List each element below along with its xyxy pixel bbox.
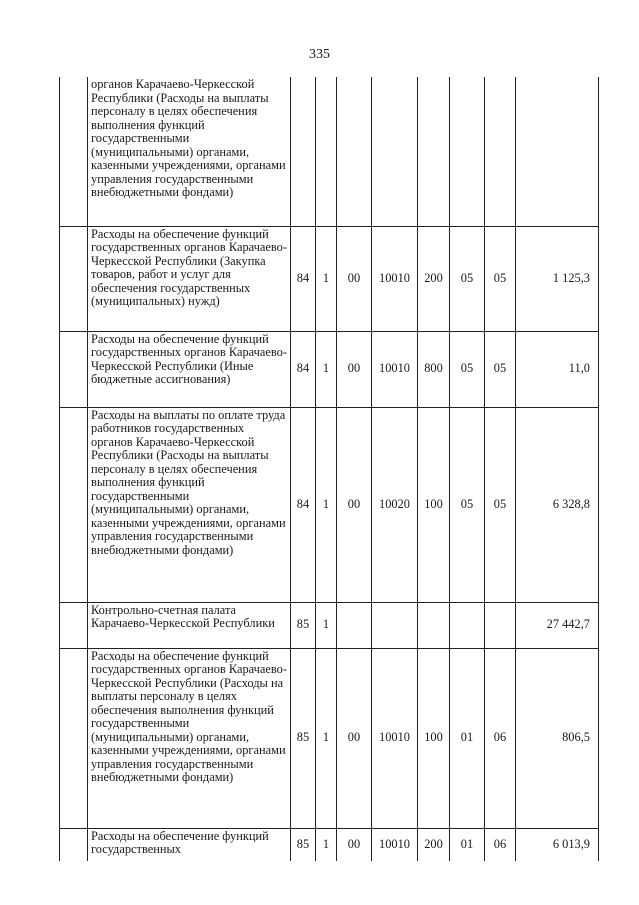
code-cell <box>372 77 418 226</box>
code-cell: 1 <box>316 602 337 648</box>
amount-cell: 6 328,8 <box>516 407 599 602</box>
code-cell <box>418 77 450 226</box>
code-cell: 10010 <box>372 828 418 861</box>
code-cell: 00 <box>337 226 372 331</box>
row-description: Расходы на обеспечение функций государственных органов Карачаево-Черкесской Республики (Иные бюджетные ассигнования) <box>88 331 291 407</box>
code-cell: 05 <box>485 331 516 407</box>
code-cell: 100 <box>418 407 450 602</box>
code-cell: 00 <box>337 331 372 407</box>
code-cell: 10010 <box>372 648 418 828</box>
code-cell: 01 <box>450 648 485 828</box>
index-cell <box>60 828 88 861</box>
code-cell: 10010 <box>372 331 418 407</box>
code-cell <box>316 77 337 226</box>
code-cell: 85 <box>291 648 316 828</box>
table-row <box>60 602 599 648</box>
code-cell: 10020 <box>372 407 418 602</box>
code-cell: 85 <box>291 828 316 861</box>
code-cell: 05 <box>450 331 485 407</box>
code-cell <box>291 77 316 226</box>
code-cell <box>418 602 450 648</box>
table-row <box>60 407 599 602</box>
index-cell <box>60 331 88 407</box>
code-cell: 100 <box>418 648 450 828</box>
code-cell: 00 <box>337 407 372 602</box>
code-cell: 800 <box>418 331 450 407</box>
budget-table <box>59 77 599 861</box>
code-cell: 00 <box>337 828 372 861</box>
code-cell <box>450 77 485 226</box>
code-cell: 06 <box>485 648 516 828</box>
row-description: Расходы на выплаты по оплате труда работников государственных органов Карачаево-Черкесской Республики (Расходы на выплаты персоналу в целях обеспечения выполнения функций государственными (муниципальными) органами, казенными учреждениями, органами управления государственными внебюджетными фондами) <box>88 407 291 602</box>
code-cell: 200 <box>418 828 450 861</box>
code-cell <box>485 602 516 648</box>
table-row <box>60 226 599 331</box>
table-row <box>60 331 599 407</box>
row-description: Контрольно-счетная палата Карачаево-Черкесской Республики <box>88 602 291 648</box>
amount-cell: 11,0 <box>516 331 599 407</box>
code-cell: 10010 <box>372 226 418 331</box>
index-cell <box>60 77 88 226</box>
code-cell: 01 <box>450 828 485 861</box>
code-cell: 1 <box>316 648 337 828</box>
index-cell <box>60 407 88 602</box>
table-row <box>60 77 599 226</box>
code-cell: 00 <box>337 648 372 828</box>
table-row <box>60 828 599 861</box>
row-description: Расходы на обеспечение функций государственных <box>88 828 291 861</box>
code-cell <box>450 602 485 648</box>
index-cell <box>60 648 88 828</box>
table-row <box>60 648 599 828</box>
code-cell <box>337 77 372 226</box>
code-cell: 1 <box>316 226 337 331</box>
code-cell: 1 <box>316 828 337 861</box>
code-cell <box>485 77 516 226</box>
amount-cell: 6 013,9 <box>516 828 599 861</box>
code-cell: 05 <box>485 407 516 602</box>
code-cell: 05 <box>450 407 485 602</box>
code-cell: 05 <box>450 226 485 331</box>
index-cell <box>60 226 88 331</box>
code-cell <box>337 602 372 648</box>
code-cell: 84 <box>291 407 316 602</box>
row-description: Расходы на обеспечение функций государственных органов Карачаево-Черкесской Республики (Расходы на выплаты персоналу в целях обеспечения выполнения функций государственными (муниципальными) органами, казенными учреждениями, органами управления государственными внебюджетными фондами) <box>88 648 291 828</box>
row-description: органов Карачаево-Черкесской Республики (Расходы на выплаты персоналу в целях обеспечения выполнения функций государственными (муниципальными) органами, казенными учреждениями, органами управления государственными внебюджетными фондами) <box>88 77 291 226</box>
row-description: Расходы на обеспечение функций государственных органов Карачаево-Черкесской Республики (Закупка товаров, работ и услуг для обеспечения государственных (муниципальных) нужд) <box>88 226 291 331</box>
code-cell: 84 <box>291 331 316 407</box>
code-cell: 85 <box>291 602 316 648</box>
amount-cell: 806,5 <box>516 648 599 828</box>
amount-cell: 1 125,3 <box>516 226 599 331</box>
page-number: 335 <box>309 47 330 62</box>
code-cell: 84 <box>291 226 316 331</box>
code-cell: 200 <box>418 226 450 331</box>
amount-cell <box>516 77 599 226</box>
code-cell <box>372 602 418 648</box>
code-cell: 1 <box>316 331 337 407</box>
index-cell <box>60 602 88 648</box>
code-cell: 06 <box>485 828 516 861</box>
amount-cell: 27 442,7 <box>516 602 599 648</box>
code-cell: 1 <box>316 407 337 602</box>
code-cell: 05 <box>485 226 516 331</box>
